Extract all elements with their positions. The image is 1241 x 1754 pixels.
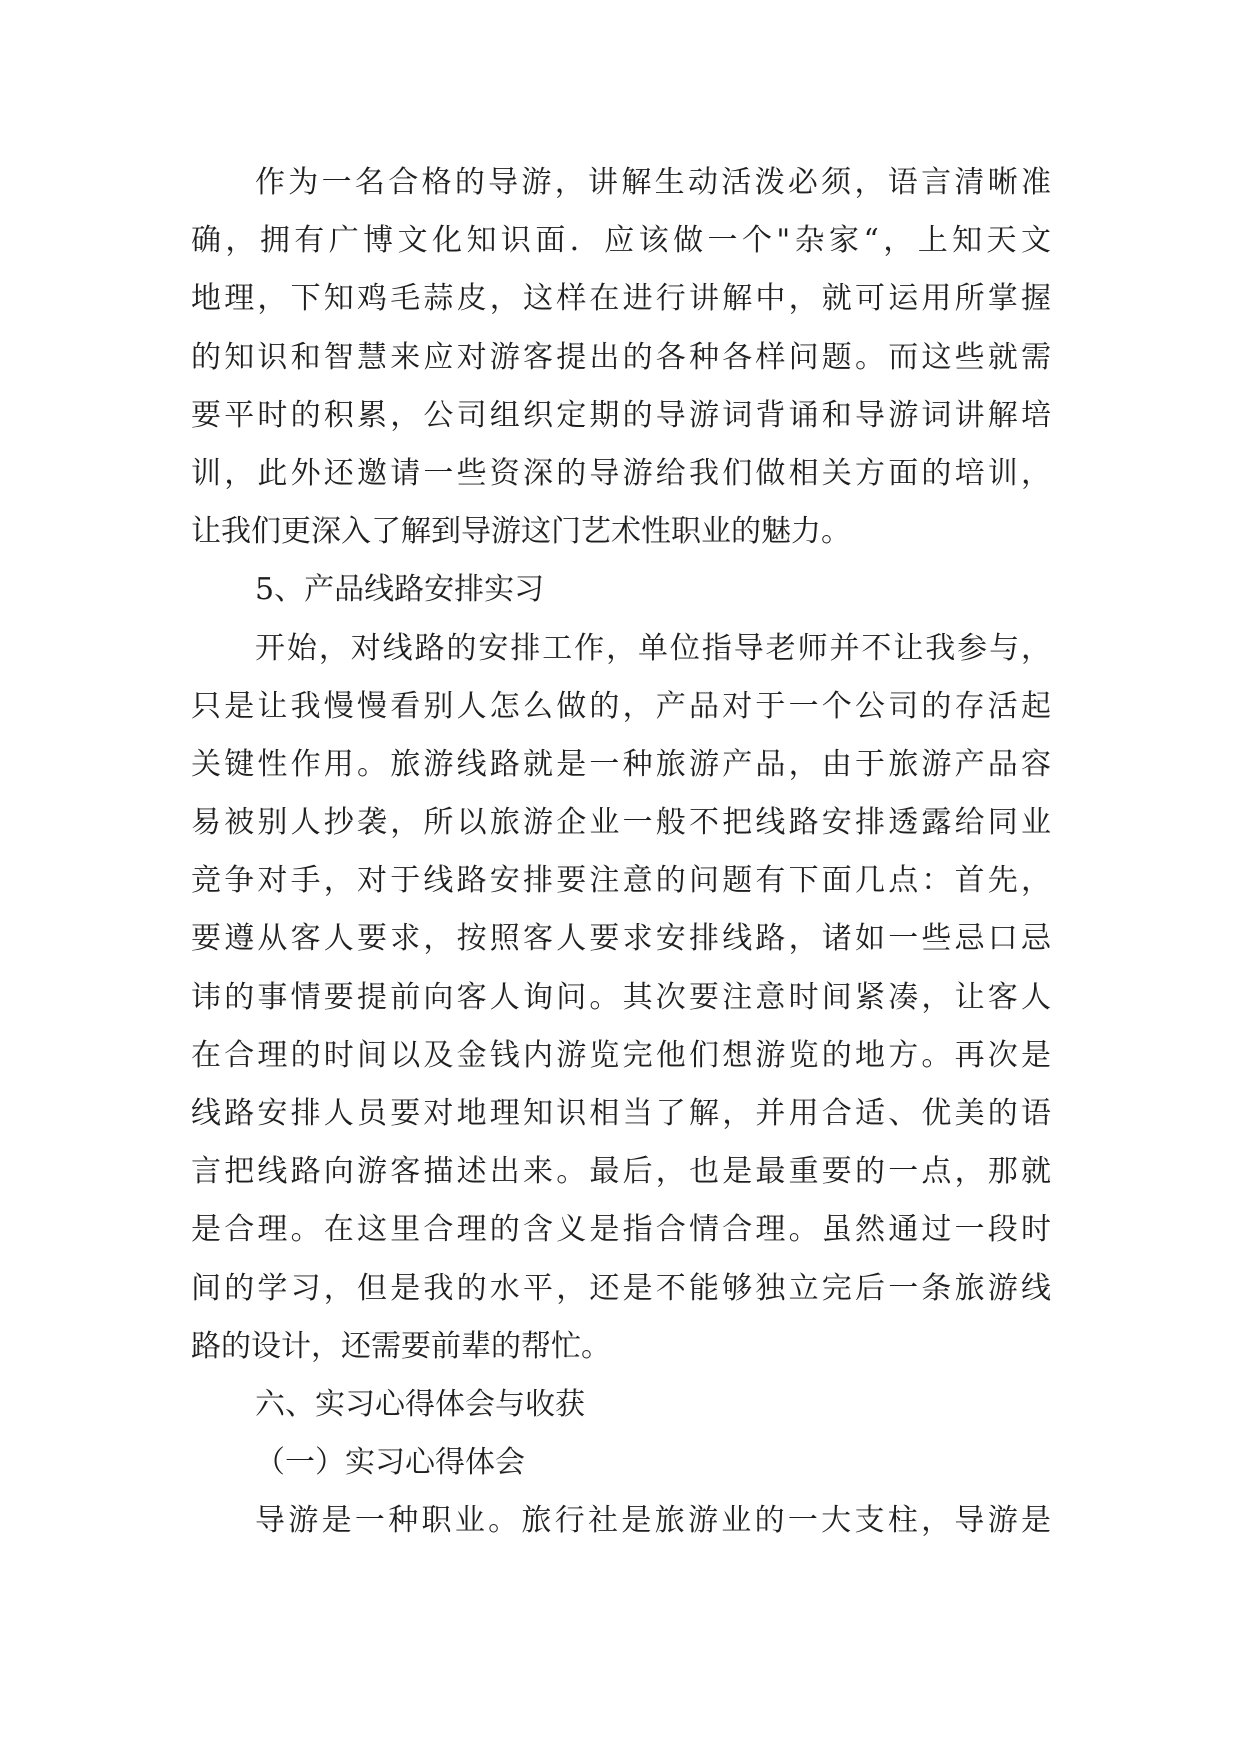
paragraph-line: 地理，下知鸡毛蒜皮，这样在进行讲解中，就可运用所掌握 — [191, 281, 1051, 317]
paragraph-line: 只是让我慢慢看别人怎么做的，产品对于一个公司的存活起 — [191, 688, 1051, 724]
paragraph-line: 是合理。在这里合理的含义是指合情合理。虽然通过一段时 — [191, 1212, 1051, 1248]
paragraph-line: 导游是一种职业。旅行社是旅游业的一大支柱，导游是 — [255, 1503, 1051, 1539]
paragraph-line: 确，拥有广博文化知识面．应该做一个"杂家“，上知天文 — [191, 223, 1051, 259]
document-body — [191, 154, 1051, 1551]
paragraph-line: 讳的事情要提前向客人询问。其次要注意时间紧凑，让客人 — [191, 979, 1051, 1015]
paragraph-line: 路的设计，还需要前辈的帮忙。 — [191, 1328, 611, 1364]
paragraph-line: 间的学习，但是我的水平，还是不能够独立完后一条旅游线 — [191, 1270, 1051, 1306]
paragraph-line: 竞争对手，对于线路安排要注意的问题有下面几点：首先， — [191, 863, 1051, 899]
paragraph-line: 开始，对线路的安排工作，单位指导老师并不让我参与， — [255, 630, 1051, 666]
paragraph-line: 言把线路向游客描述出来。最后，也是最重要的一点，那就 — [191, 1154, 1051, 1190]
section-heading: 5、产品线路安排实习 — [255, 572, 545, 608]
paragraph-line: 要遵从客人要求，按照客人要求安排线路，诸如一些忌口忌 — [191, 921, 1051, 957]
paragraph-line: 训，此外还邀请一些资深的导游给我们做相关方面的培训， — [191, 455, 1051, 491]
paragraph-line: 作为一名合格的导游，讲解生动活泼必须，语言清晰准 — [255, 165, 1051, 200]
section-heading: 六、实习心得体会与收获 — [255, 1386, 585, 1422]
paragraph-line: 在合理的时间以及金钱内游览完他们想游览的地方。再次是 — [191, 1037, 1051, 1073]
paragraph-line: 的知识和智慧来应对游客提出的各种各样问题。而这些就需 — [191, 339, 1051, 375]
paragraph-line: 要平时的积累，公司组织定期的导游词背诵和导游词讲解培 — [191, 397, 1051, 433]
paragraph-line: 易被别人抄袭，所以旅游企业一般不把线路安排透露给同业 — [191, 805, 1051, 841]
paragraph-line: 让我们更深入了解到导游这门艺术性职业的魅力。 — [191, 514, 851, 550]
paragraph-line: 线路安排人员要对地理知识相当了解，并用合适、优美的语 — [191, 1096, 1051, 1131]
subsection-heading: （一）实习心得体会 — [255, 1445, 525, 1481]
paragraph-line: 关键性作用。旅游线路就是一种旅游产品，由于旅游产品容 — [191, 746, 1051, 782]
